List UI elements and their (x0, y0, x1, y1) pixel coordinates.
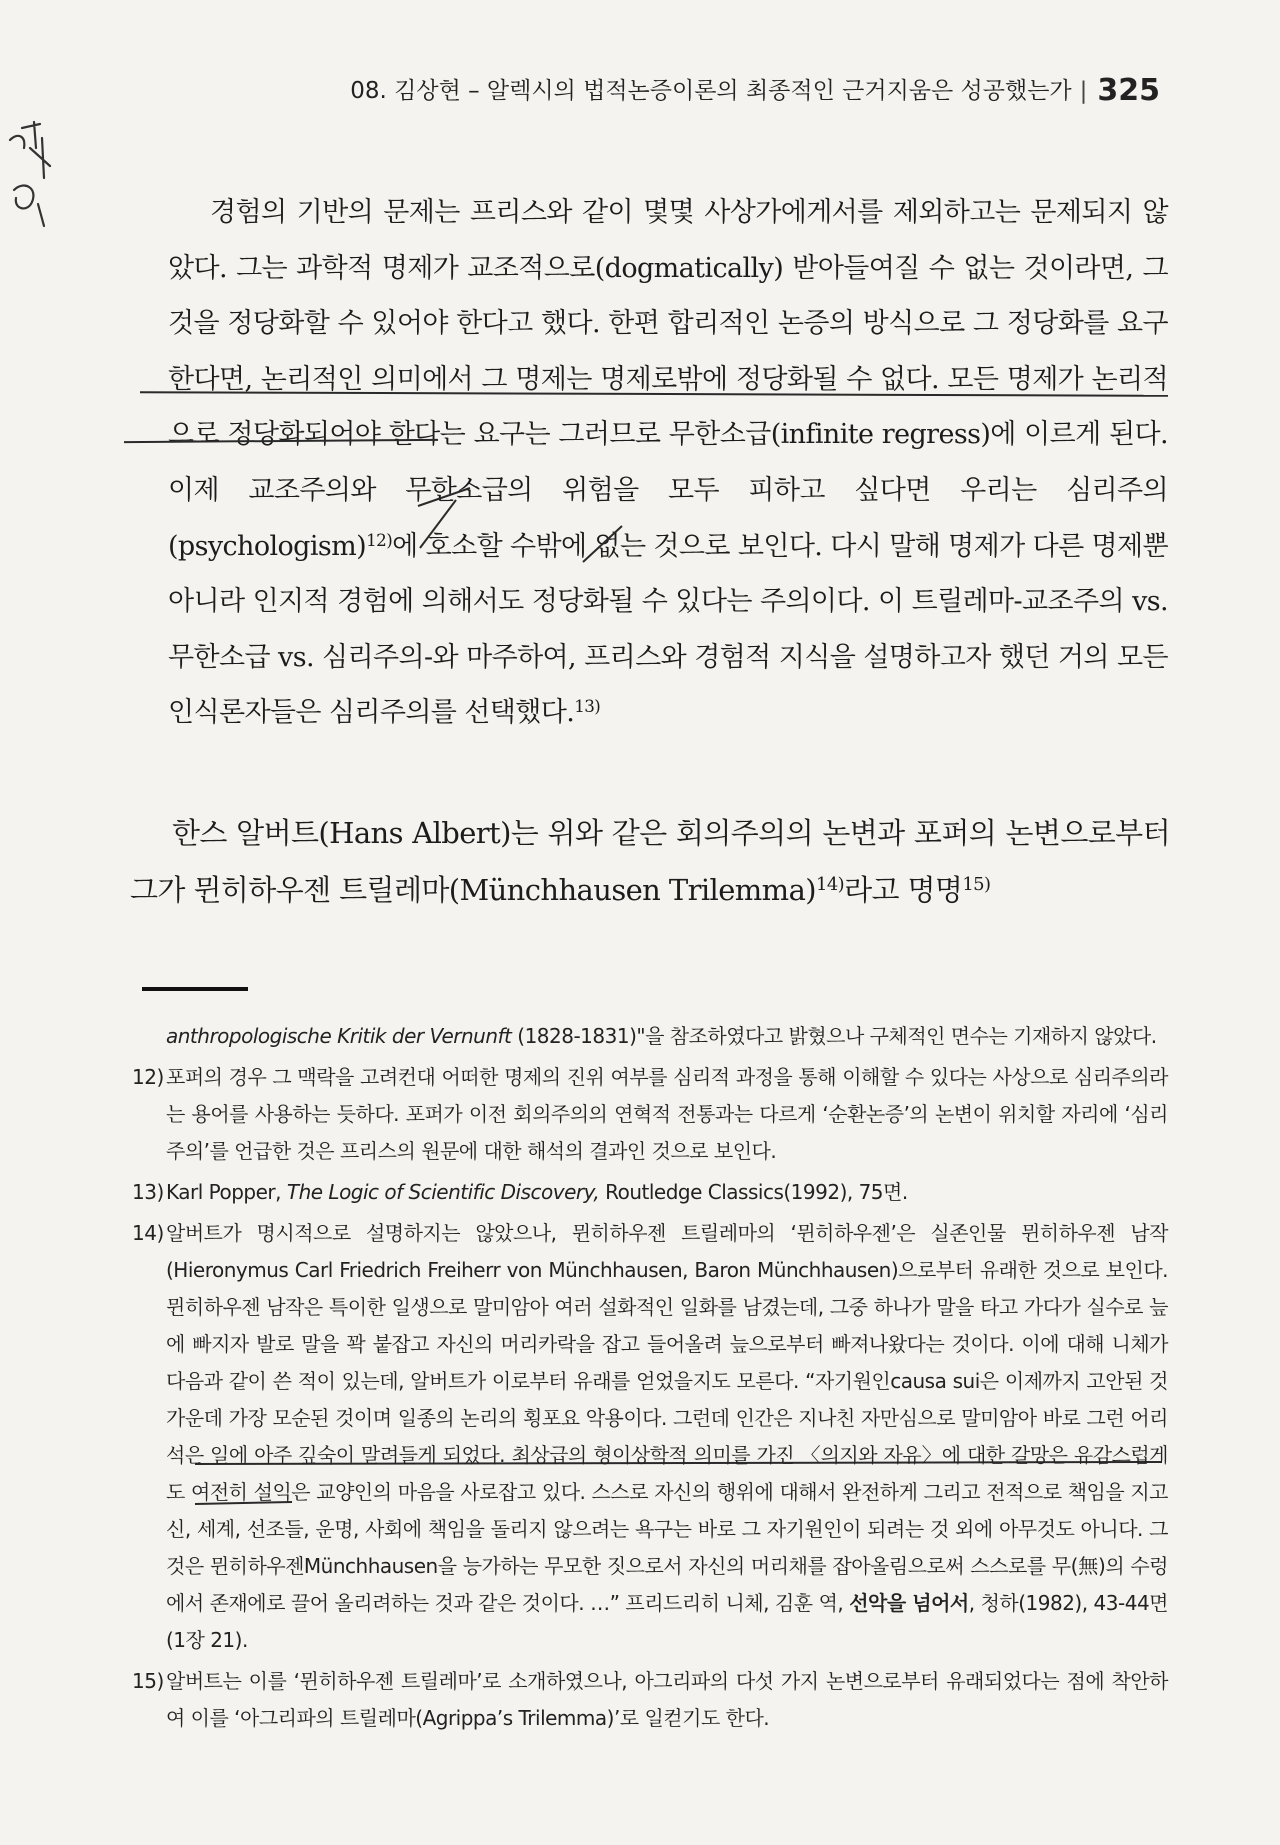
footnote-text: 알버트가 명시적으로 설명하지는 않았으나, 뮌히하우젠 트릴레마의 ‘뮌히하우젠’은 실존인물 뮌히하우젠 남작(Hieronymus Carl Friedrich Freiherr von Münchhausen, Baron Münchhausen)으로부터 유래한 것으로 보인다. 뮌히하우젠 남작은 특이한 일생으로 말미암아 여러 설화적인 일화를 남겼는데, 그중 하나가 말을 타고 가다가 실수로 늪에 빠지자 발로 말을 꽉 붙잡고 자신의 머리카락을 잡고 들어올려 늪으로부터 빠져나왔다는 것이다. 이에 대해 니체가 다음과 같이 쓴 적이 있는데, 알버트가 이로부터 유래를 얻었을지도 모른다. “자기원인causa sui은 이제까지 고안된 것 가운데 가장 모순된 것이며 일종의 논리의 횡포요 악용이다. 그런데 인간은 지나친 자만심으로 말미암아 바로 그런 어리석은 일에 아주 깊숙이 말려들게 되었다. 최상급의 형이상학적 의미를 가진 〈의지와 자유〉에 대한 갈망은 유감스럽게도 여전히 설익은 교양인의 마음을 사로잡고 있다. 스스로 자신의 행위에 대해서 완전하게 그리고 전적으로 책임을 지고 신, 세계, 선조들, 운명, 사회에 책임을 돌리지 않으려는 욕구는 바로 그 자기원인이 되려는 것 외에 아무것도 아니다. 그것은 뮌히하우젠Münchhausen을 능가하는 무모한 짓으로서 자신의 머리채를 잡아올림으로써 스스로를 무(無)의 수렁에서 존재에로 끌어 올리려하는 것과 같은 것이다. …” 프리드리히 니체, 김훈 역, (166, 1221, 1168, 1615)
footnote-italic-title: The Logic of Scientific Discovery, (286, 1180, 600, 1204)
footnote-number: 13) (132, 1180, 164, 1204)
footnote-text: 포퍼의 경우 그 맥락을 고려컨대 어떠한 명제의 진위 여부를 심리적 과정을 통해 이해할 수 있다는 사상으로 심리주의라는 용어를 사용하는 듯하다. 포퍼가 이전 회의주의의 연혁적 전통과는 다르게 ‘순환논증’의 논변이 위치할 자리에 ‘심리주의’를 언급한 것은 프리스의 원문에 대한 해석의 결과인 것으로 보인다. (166, 1065, 1168, 1163)
footnote-text: (1828-1831)"을 참조하였다고 밝혔으나 구체적인 면수는 기재하지 않았다. (511, 1024, 1157, 1048)
body-paragraph-2 (130, 805, 1170, 919)
paragraph-text: 에 호소할 수밖에 없는 것으로 보인다. 다시 말해 명제가 다른 명제뿐 아니라 인지적 경험에 의해서도 정당화될 수 있다는 주의이다. 이 트릴레마-교조주의 vs. 무한소급 vs. 심리주의-와 마주하여, 프리스와 경험적 지식을 설명하고자 했던 거의 모든 인식론자들은 심리주의를 선택했다. (168, 530, 1168, 729)
footnote-ref-12: 12) (366, 529, 393, 550)
footnote-italic-title: anthropologische Kritik der Vernunft (166, 1024, 512, 1048)
footnote-author: Karl Popper, (166, 1180, 287, 1204)
footnotes (132, 1018, 1168, 1737)
footnote-text: Routledge Classics(1992), 75면. (599, 1180, 908, 1204)
footnote-text: , 청하(1982), 43-44면(1장 21). (166, 1591, 1168, 1652)
footnote-ref-15: 15) (962, 874, 991, 896)
footnote-13 (132, 1174, 1168, 1211)
page-number: 325 (1097, 73, 1160, 108)
footnote-divider (142, 987, 248, 991)
chapter-title: 08. 김상현 – 알렉시의 법적논증이론의 최종적인 근거지움은 성공했는가 (350, 78, 1072, 104)
header-separator: | (1079, 78, 1088, 104)
footnote-number: 12) (132, 1065, 164, 1089)
footnote-text: 알버트는 이를 ‘뮌히하우젠 트릴레마’로 소개하였으나, 아그리파의 다섯 가지 논변으로부터 유래되었다는 점에 착안하여 이를 ‘아그리파의 트릴레마(Agrippa’s Trilemma)’로 일컫기도 한다. (166, 1669, 1168, 1730)
footnote-bold-title: 선악을 넘어서 (849, 1591, 969, 1615)
footnote-number: 14) (132, 1221, 164, 1245)
footnote-ref-14: 14) (815, 874, 845, 896)
paragraph-text: 라고 명명 (844, 873, 963, 907)
footnote-continuation (166, 1018, 1168, 1055)
paragraph-text: 경험의 기반의 문제는 프리스와 같이 몇몇 사상가에게서를 제외하고는 문제되지 않았다. 그는 과학적 명제가 교조적으로(dogmatically) 받아들여질 수 없는 것이라면, 그것을 정당화할 수 있어야 한다고 했다. 한편 합리적인 논증의 방식으로 그 정당화를 요구한다면, 논리적인 의미에서 그 명제는 명제로밖에 정당화될 수 없다. 모든 명제가 논리적으로 정당화되어야 한다는 요구는 그러므로 무한소급(infinite regress)에 이르게 된다. 이제 교조주의와 무한소급의 위험을 모두 피하고 싶다면 우리는 심리주의(psychologism) (168, 197, 1168, 562)
footnote-ref-13: 13) (574, 696, 601, 717)
footnote-number: 15) (132, 1669, 164, 1693)
footnote-14 (132, 1215, 1168, 1659)
paragraph-text: 한스 알버트(Hans Albert)는 위와 같은 회의주의의 논변과 포퍼의 논변으로부터 그가 뮌히하우젠 트릴레마(Münchhausen Trilemma) (130, 816, 1170, 907)
footnote-15 (132, 1663, 1168, 1737)
footnote-12 (132, 1059, 1168, 1170)
